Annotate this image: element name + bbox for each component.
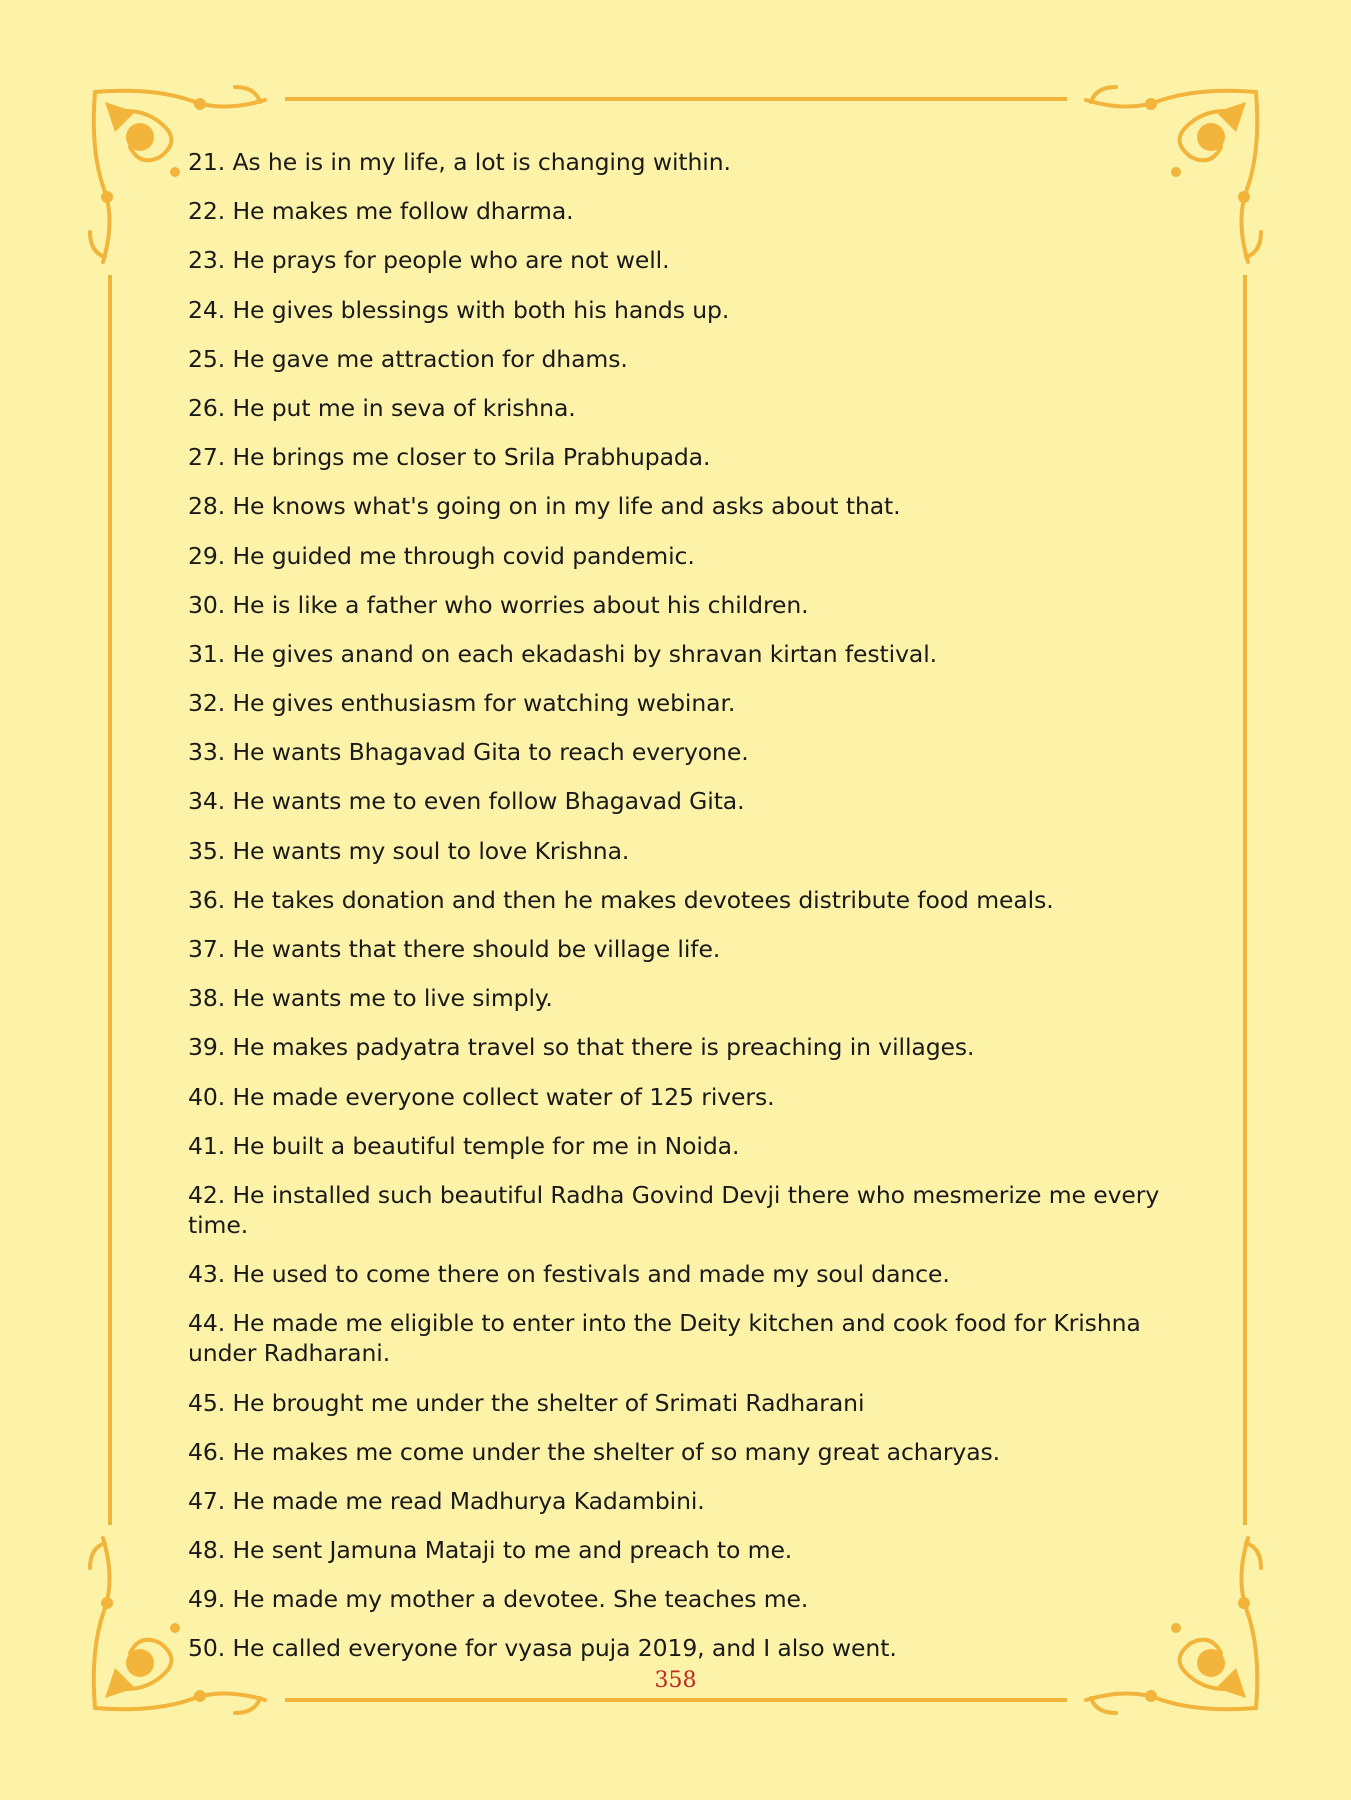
list-item: 23. He prays for people who are not well. [188, 246, 670, 275]
list-item: 47. He made me read Madhurya Kadambini. [188, 1486, 705, 1515]
list-item: 31. He gives anand on each ekadashi by shravan kirtan festival. [188, 639, 938, 668]
numbered-list [188, 147, 1178, 1683]
list-item: 40. He made everyone collect water of 125 rivers. [188, 1082, 775, 1111]
border-top [285, 97, 1067, 101]
list-item: 33. He wants Bhagavad Gita to reach everyone. [188, 738, 749, 767]
border-bottom [285, 1698, 1067, 1702]
list-item: 25. He gave me attraction for dhams. [188, 344, 628, 373]
list-item: 29. He guided me through covid pandemic. [188, 541, 695, 570]
list-item: 49. He made my mother a devotee. She teaches me. [188, 1585, 809, 1614]
list-item: 44. He made me eligible to enter into the Deity kitchen and cook food for Krishna under Radharani. [188, 1309, 1141, 1368]
list-item: 32. He gives enthusiasm for watching webinar. [188, 689, 736, 718]
list-item: 28. He knows what's going on in my life and asks about that. [188, 492, 901, 521]
list-item: 26. He put me in seva of krishna. [188, 393, 576, 422]
list-item: 27. He brings me closer to Srila Prabhupada. [188, 443, 711, 472]
list-item: 30. He is like a father who worries about his children. [188, 590, 809, 619]
list-item: 39. He makes padyatra travel so that there is preaching in villages. [188, 1033, 975, 1062]
list-item: 48. He sent Jamuna Mataji to me and preach to me. [188, 1536, 793, 1565]
list-item: 45. He brought me under the shelter of Srimati Radharani [188, 1388, 865, 1417]
list-item: 41. He built a beautiful temple for me in Noida. [188, 1131, 740, 1160]
border-left [108, 275, 112, 1525]
list-item: 36. He takes donation and then he makes devotees distribute food meals. [188, 885, 1054, 914]
list-item: 37. He wants that there should be village life. [188, 935, 721, 963]
list-item: 43. He used to come there on festivals and made my soul dance. [188, 1260, 950, 1289]
list-item: 22. He makes me follow dharma. [188, 197, 574, 226]
list-item: 21. As he is in my life, a lot is changing within. [188, 148, 731, 176]
page-number: 358 [654, 1668, 697, 1693]
list-item: 35. He wants my soul to love Krishna. [188, 836, 630, 865]
list-item: 34. He wants me to even follow Bhagavad Gita. [188, 787, 745, 816]
list-item: 38. He wants me to live simply. [188, 984, 553, 1013]
list-item: 46. He makes me come under the shelter of so many great acharyas. [188, 1437, 1001, 1466]
list-item: 42. He installed such beautiful Radha Govind Devji there who mesmerize me every time. [188, 1180, 1160, 1239]
border-right [1243, 275, 1247, 1525]
list-item: 24. He gives blessings with both his hands up. [188, 295, 730, 324]
list-item: 50. He called everyone for vyasa puja 2019, and I also went. [188, 1634, 897, 1663]
